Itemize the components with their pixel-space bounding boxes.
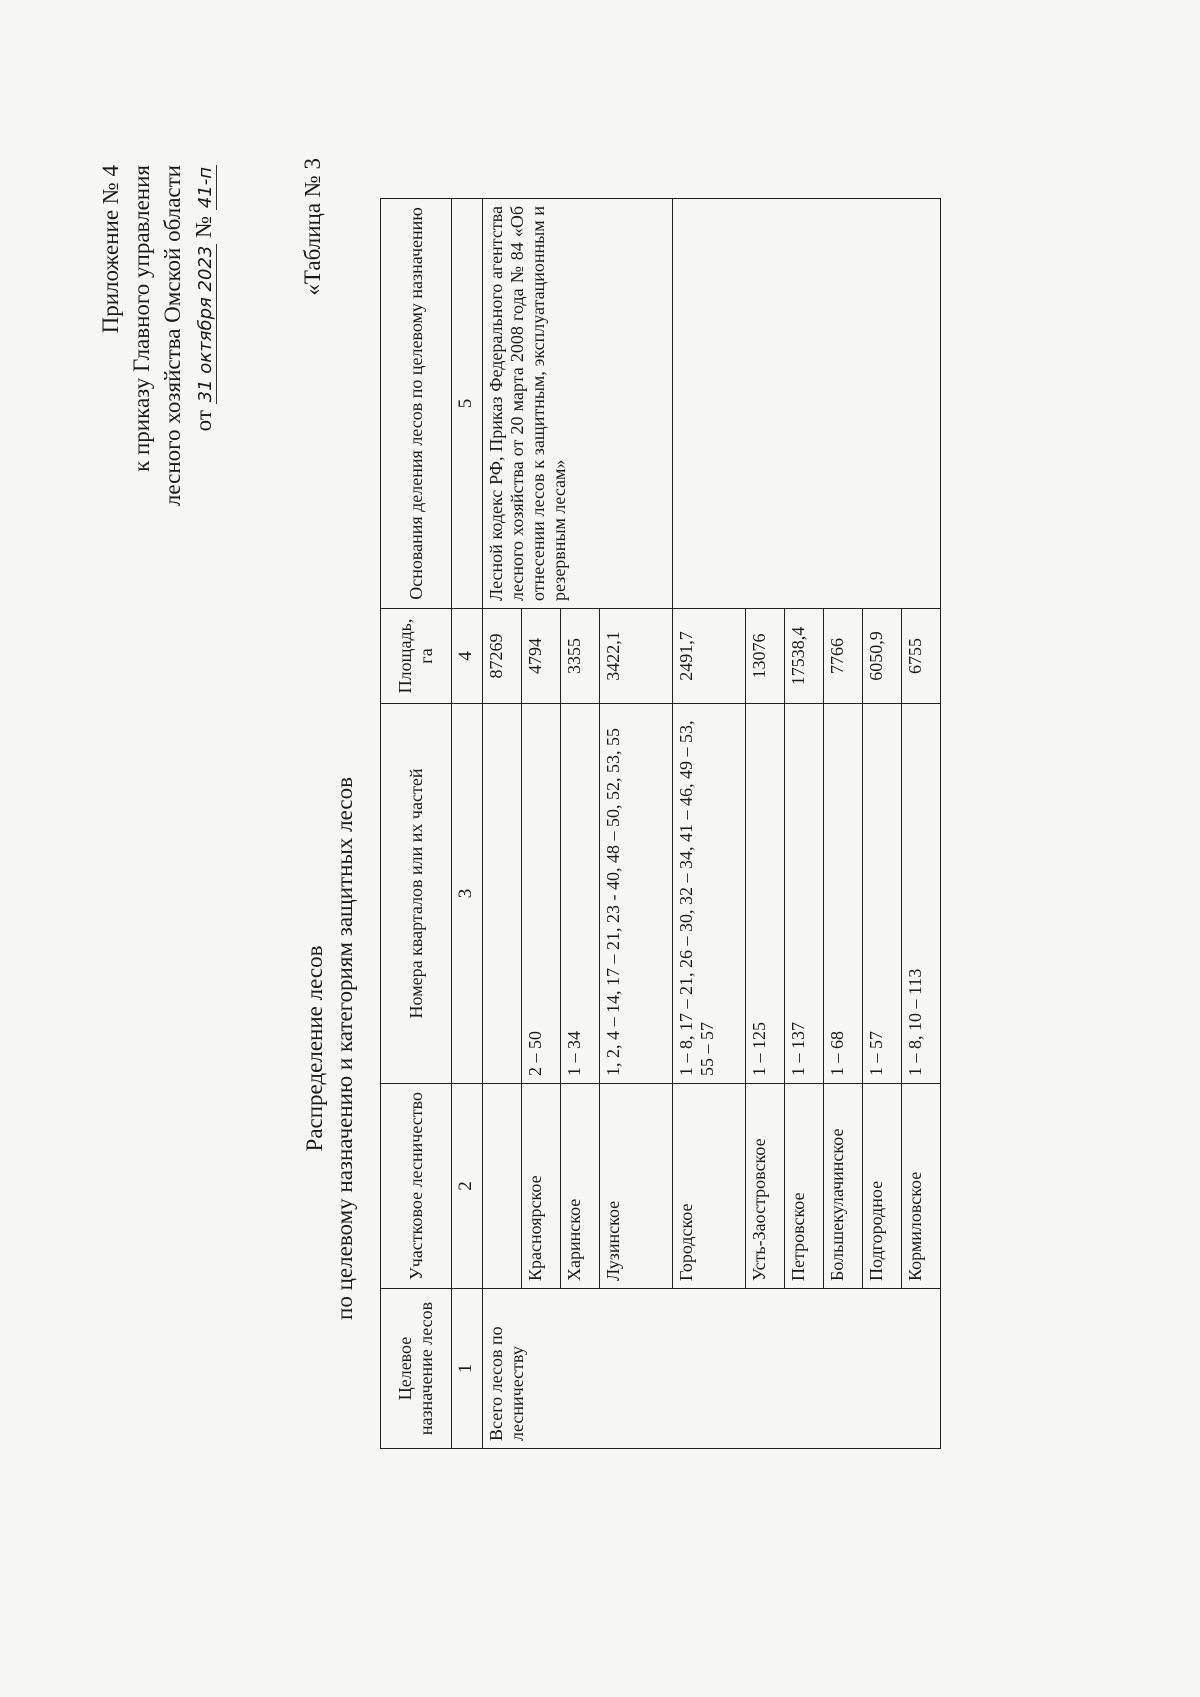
area-cell: 6050,9 [863,609,902,704]
quarters-cell: 1 – 68 [824,704,863,1084]
number-label: № [191,215,216,238]
total-area-cell: 87269 [483,609,522,704]
area-cell: 7766 [824,609,863,704]
area-cell: 17538,4 [785,609,824,704]
appendix-line-3: лесного хозяйства Омской области [160,165,185,507]
document-title [300,400,360,1697]
title-line-2: по целевому назначению и категориям защитных лесов [332,777,357,1320]
quarters-cell: 2 – 50 [522,704,561,1084]
basis-empty-cell [673,199,941,609]
column-number: 5 [452,199,483,609]
area-cell: 4794 [522,609,561,704]
appendix-line-2: к приказу Главного управления [129,165,154,472]
quarters-cell: 1 – 8, 10 – 113 [902,704,941,1084]
handwritten-number: 41-п [195,167,216,209]
district-cell: Подгородное [863,1084,902,1289]
column-number: 4 [452,609,483,704]
district-cell: Кормиловское [902,1084,941,1289]
appendix-line-4 [188,165,221,506]
district-cell: Усть-Заостровское [746,1084,785,1289]
district-cell: Лузинское [600,1084,673,1289]
area-cell: 13076 [746,609,785,704]
purpose-cell: Всего лесов по лесничеству [483,1289,941,1449]
district-cell: Большекулачинское [824,1084,863,1289]
district-cell: Городское [673,1084,746,1289]
forest-distribution-table [380,198,941,1449]
header-quarters: Номера кварталов или их частей [381,704,452,1084]
area-cell: 2491,7 [673,609,746,704]
quarters-cell: 1, 2, 4 – 14, 17 – 21, 23 - 40, 48 – 50, 52, 53, 55 [600,704,673,1084]
appendix-line-1: Приложение № 4 [98,165,123,334]
quarters-cell: 1 – 125 [746,704,785,1084]
district-cell: Петровское [785,1084,824,1289]
basis-cell: Лесной кодекс РФ, Приказ Федерального агентства лесного хозяйства от 20 марта 2008 года № 84 «Об отнесении лесов к защитным, эксплуатационным и резервным лесам» [483,199,673,609]
district-cell: Харинское [561,1084,600,1289]
quarters-cell: 1 – 137 [785,704,824,1084]
area-cell: 3355 [561,609,600,704]
column-number: 3 [452,704,483,1084]
quarters-cell: 1 – 57 [863,704,902,1084]
header-purpose: Целевое назначение лесов [381,1289,452,1449]
table-row-total [483,199,522,1449]
header-basis: Основания деления лесов по целевому назначению [381,199,452,609]
total-district-cell [483,1084,522,1289]
area-cell: 3422,1 [600,609,673,704]
header-district: Участковое лесничество [381,1084,452,1289]
appendix-header [95,165,221,506]
column-number: 2 [452,1084,483,1289]
column-number-row [452,199,483,1449]
table-header-row [381,199,452,1449]
table-number: «Таблица № 3 [300,158,325,296]
handwritten-date: 31 октября 2023 [195,245,216,403]
column-number: 1 [452,1289,483,1449]
title-line-1: Распределение лесов [302,945,327,1152]
total-quarters-cell [483,704,522,1084]
header-area: Площадь, га [381,609,452,704]
quarters-cell: 1 – 8, 17 – 21, 26 – 30, 32 – 34, 41 – 46, 49 – 53, 55 – 57 [673,704,746,1084]
quarters-cell: 1 – 34 [561,704,600,1084]
district-cell: Красноярское [522,1084,561,1289]
area-cell: 6755 [902,609,941,704]
date-prefix: от [191,410,216,432]
table-row [673,199,746,1449]
